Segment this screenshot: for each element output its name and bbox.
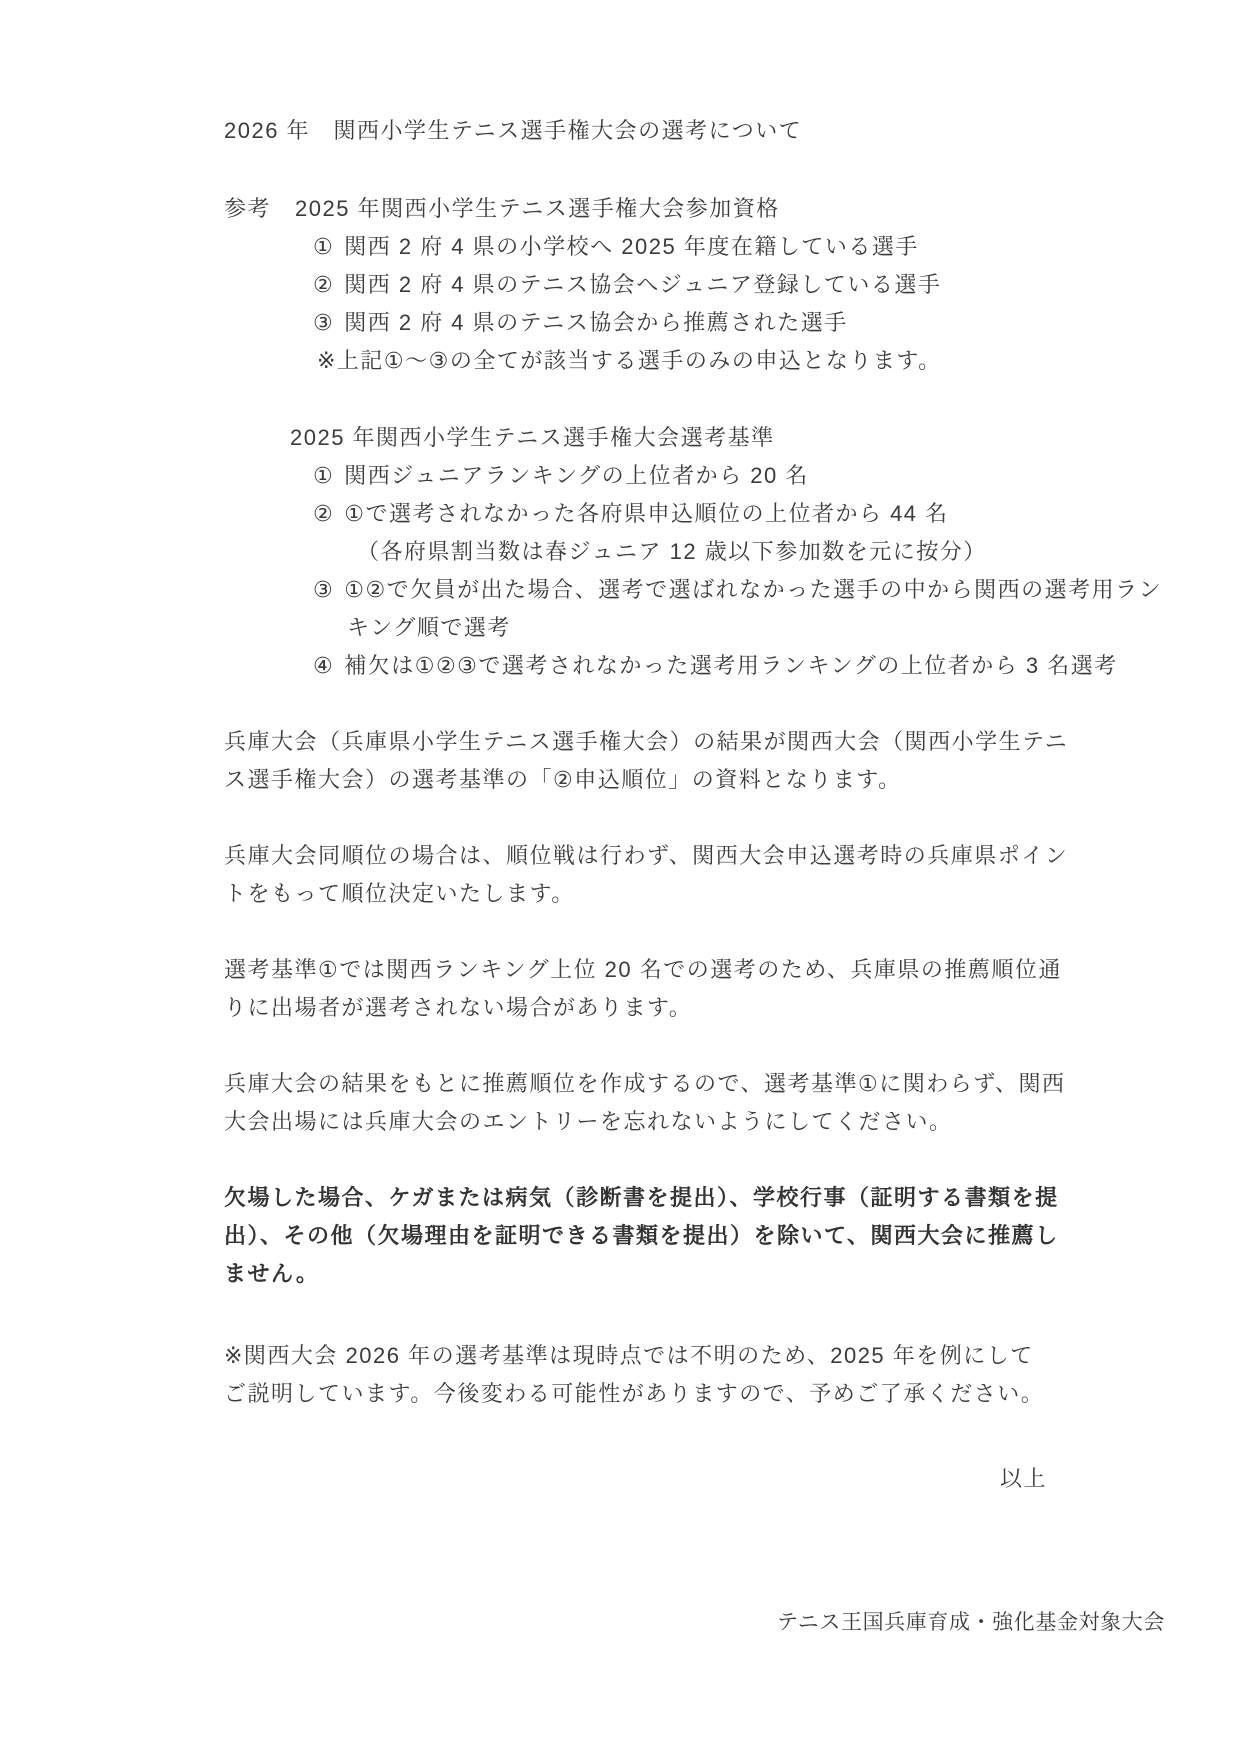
reference-heading: 2025 年関西小学生テニス選手権大会参加資格	[295, 196, 780, 221]
paragraph-lines	[224, 1065, 1165, 1141]
paragraph-line: 兵庫大会の結果をもとに推薦順位を作成するので、選考基準①に関わらず、関西	[224, 1071, 1066, 1096]
reference-label: 参考	[224, 196, 272, 221]
reference-section	[224, 190, 1165, 380]
paragraph	[224, 1179, 1165, 1293]
item-text: ①で選考されなかった各府県申込順位の上位者から 44 名	[344, 501, 949, 526]
paragraph-lines	[224, 837, 1165, 913]
criteria-item	[224, 609, 1165, 647]
item-number-marker: ③	[313, 310, 335, 335]
reference-item	[224, 228, 1165, 266]
paragraph-line: ス選手権大会）の選考基準の「②申込順位」の資料となります。	[224, 767, 902, 792]
reference-item	[224, 266, 1165, 304]
paragraph-lines	[224, 1337, 1165, 1413]
paragraph-line: 欠場した場合、ケガまたは病気（診断書を提出）、学校行事（証明する書類を提	[224, 1185, 1059, 1210]
item-text: キング順で選考	[347, 615, 511, 640]
reference-items	[224, 228, 1165, 380]
paragraph	[224, 837, 1165, 913]
paragraph	[224, 723, 1165, 799]
item-text: 関西 2 府 4 県のテニス協会から推薦された選手	[344, 310, 848, 335]
criteria-item	[224, 457, 1165, 495]
reference-item	[224, 342, 1165, 380]
criteria-item	[224, 495, 1165, 533]
paragraph-line: 出）、その他（欠場理由を証明できる書類を提出）を除いて、関西大会に推薦し	[224, 1223, 1059, 1248]
page-title: 2026 年 関西小学生テニス選手権大会の選考について	[224, 118, 803, 143]
paragraph-line: ません。	[224, 1261, 320, 1286]
item-text: 関西 2 府 4 県の小学校へ 2025 年度在籍している選手	[344, 234, 919, 259]
criteria-items	[224, 457, 1165, 685]
criteria-section	[224, 419, 1165, 685]
paragraph	[224, 1065, 1165, 1141]
paragraph-lines	[224, 1179, 1165, 1293]
paragraph-line: 選考基準①では関西ランキング上位 20 名での選考のため、兵庫県の推薦順位通	[224, 957, 1062, 982]
item-text: （各府県割当数は春ジュニア 12 歳以下参加数を元に按分）	[357, 539, 987, 564]
paragraph-line: 兵庫大会（兵庫県小学生テニス選手権大会）の結果が関西大会（関西小学生テニ	[224, 729, 1069, 754]
paragraph-line: 兵庫大会同順位の場合は、順位戦は行わず、関西大会申込選考時の兵庫県ポイン	[224, 843, 1069, 868]
item-text: 補欠は①②③で選考されなかった選考用ランキングの上位者から 3 名選考	[344, 653, 1118, 678]
criteria-heading: 2025 年関西小学生テニス選手権大会選考基準	[290, 425, 775, 450]
criteria-item	[224, 647, 1165, 685]
item-text: 関西ジュニアランキングの上位者から 20 名	[344, 463, 809, 488]
paragraph-line: ご説明しています。今後変わる可能性がありますので、予めご了承ください。	[224, 1381, 1045, 1406]
paragraph-line: ※関西大会 2026 年の選考基準は現時点では不明のため、2025 年を例にして	[224, 1343, 1034, 1368]
body-paragraphs	[224, 723, 1165, 1413]
paragraph	[224, 1337, 1165, 1413]
paragraph-lines	[224, 951, 1165, 1027]
reference-item	[224, 304, 1165, 342]
paragraph-line: 大会出場には兵庫大会のエントリーを忘れないようにしてください。	[224, 1109, 953, 1134]
item-text: ①②で欠員が出た場合、選考で選ばれなかった選手の中から関西の選考用ラン	[344, 577, 1163, 602]
paragraph-line: りに出場者が選考されない場合があります。	[224, 995, 693, 1020]
item-text: 関西 2 府 4 県のテニス協会へジュニア登録している選手	[344, 272, 942, 297]
closing-text: 以上	[999, 1466, 1047, 1491]
item-number-marker: ②	[313, 272, 335, 297]
item-number-marker: ③	[313, 577, 335, 602]
item-number-marker: ④	[313, 653, 335, 678]
paragraph-line: トをもって順位決定いたします。	[224, 881, 575, 906]
item-number-marker: ①	[313, 234, 335, 259]
paragraph	[224, 951, 1165, 1027]
reference-heading-row	[224, 190, 1165, 228]
paragraph-lines	[224, 723, 1165, 799]
footer-note: テニス王国兵庫育成・強化基金対象大会	[777, 1610, 1165, 1634]
item-number-marker: ①	[313, 463, 335, 488]
item-text: ※上記①〜③の全てが該当する選手のみの申込となります。	[317, 348, 942, 373]
criteria-item	[224, 571, 1165, 609]
item-number-marker: ②	[313, 501, 335, 526]
criteria-item	[224, 533, 1165, 571]
